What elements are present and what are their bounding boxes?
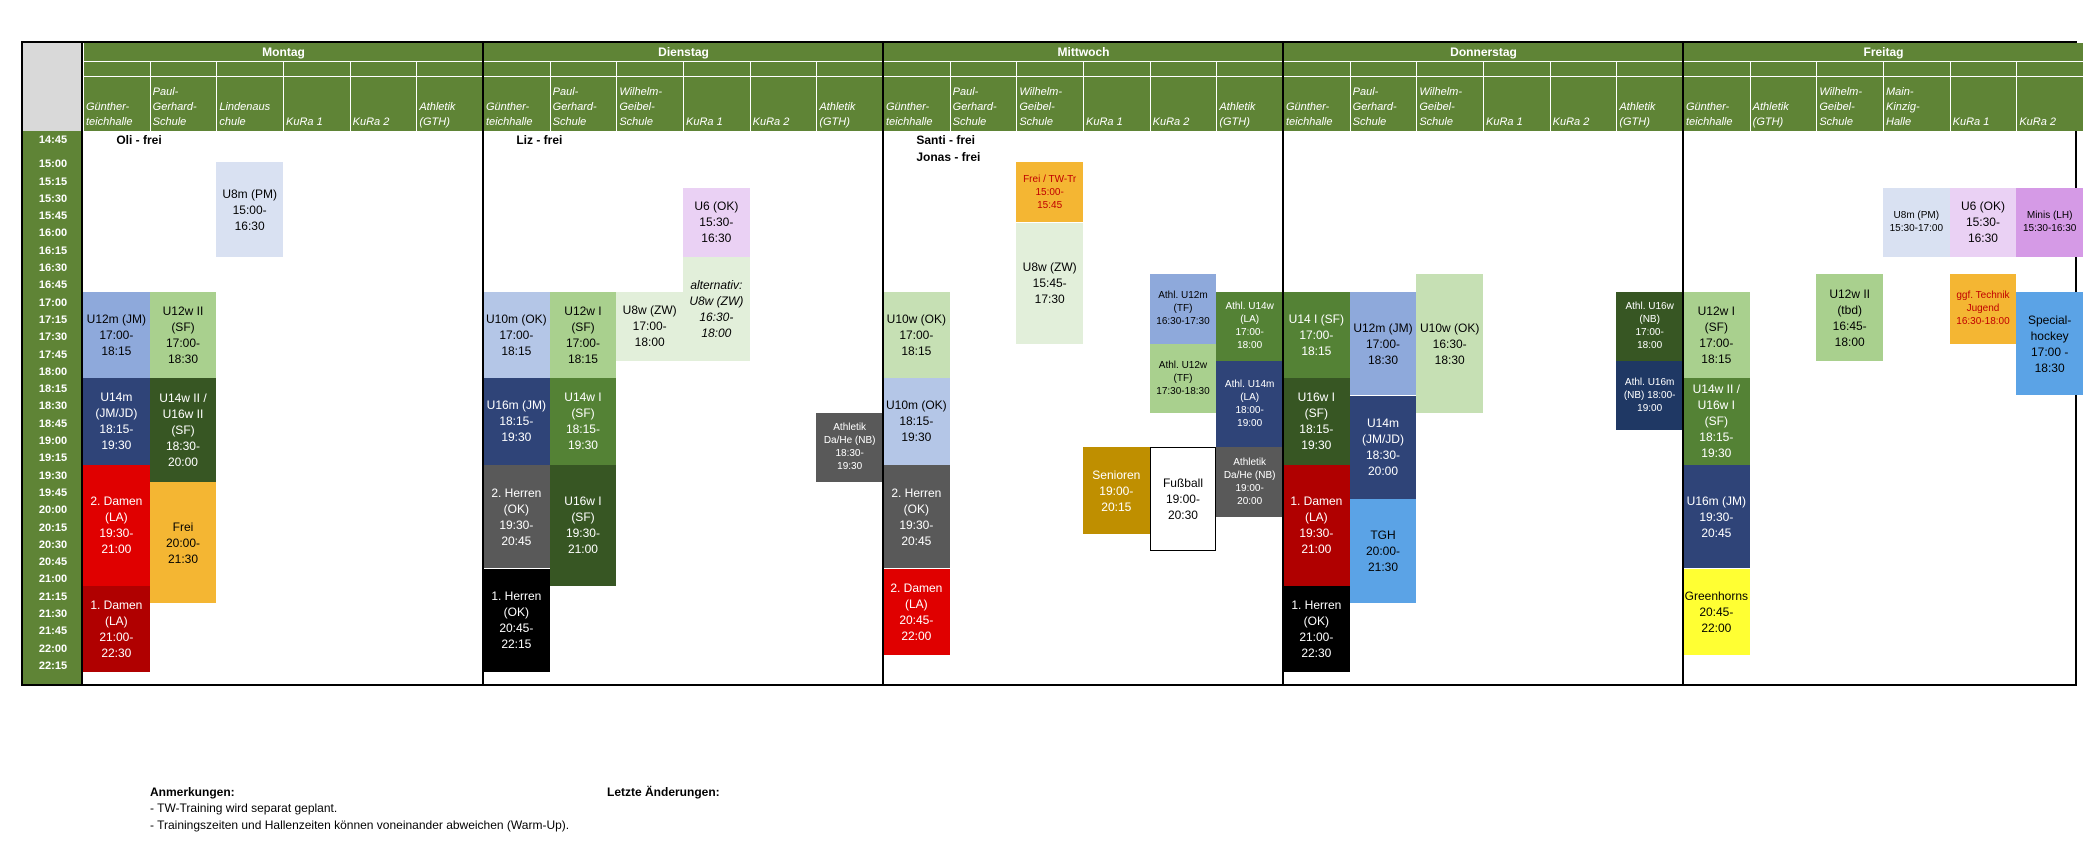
changes-label: Letzte Änderungen: xyxy=(607,785,720,799)
training-slot: U12w II (SF) 17:00- 18:30 xyxy=(150,292,217,379)
venue-header: Paul- Gerhard- Schule xyxy=(1350,61,1417,131)
venue-header: KuRa 1 xyxy=(1950,61,2017,131)
time-label: 15:15 xyxy=(38,175,68,188)
time-label: 22:00 xyxy=(38,642,68,655)
training-slot: U14w II / U16w I (SF) 18:15- 19:30 xyxy=(1683,378,1750,465)
venue-header: KuRa 2 xyxy=(1150,61,1217,131)
time-label: 16:45 xyxy=(38,279,68,292)
training-slot: U12w I (SF) 17:00- 18:15 xyxy=(550,292,617,379)
venue-header: Athletik (GTH) xyxy=(416,61,483,131)
venue-header: Günther- teichhalle xyxy=(1283,61,1350,131)
staff-note: Santi - frei xyxy=(916,133,976,147)
time-label: 19:00 xyxy=(38,435,68,448)
remarks-label: Anmerkungen: xyxy=(150,785,235,799)
venue-header: Wilhelm- Geibel- Schule xyxy=(1016,61,1083,131)
time-label: 16:30 xyxy=(38,262,68,275)
day-separator xyxy=(81,43,83,684)
training-slot: U16m (JM) 19:30- 20:45 xyxy=(1683,465,1750,569)
time-label: 15:45 xyxy=(38,210,68,223)
time-label: 16:00 xyxy=(38,227,68,240)
training-slot: 2. Damen (LA) 20:45- 22:00 xyxy=(883,569,950,656)
training-slot: Frei / TW-Tr 15:00- 15:45 xyxy=(1016,162,1083,223)
time-label: 21:30 xyxy=(38,608,68,621)
training-slot: U14m (JM/JD) 18:30- 20:00 xyxy=(1350,396,1417,500)
training-slot: U14w I (SF) 18:15- 19:30 xyxy=(550,378,617,465)
day-header-4: Donnerstag xyxy=(1283,43,1683,61)
remark-line-1: - TW-Training wird separat geplant. xyxy=(150,801,338,815)
time-label: 18:45 xyxy=(38,417,68,430)
time-label: 17:00 xyxy=(38,296,68,309)
time-label: 21:00 xyxy=(38,573,68,586)
venue-header: KuRa 1 xyxy=(283,61,350,131)
time-label: 18:00 xyxy=(38,365,68,378)
training-slot: U16m (JM) 18:15- 19:30 xyxy=(483,378,550,465)
training-slot: Greenhorns 20:45- 22:00 xyxy=(1683,569,1750,656)
time-label: 18:30 xyxy=(38,400,68,413)
venue-header: Main- Kinzig- Halle xyxy=(1883,61,1950,131)
training-slot: U16w I (SF) 19:30- 21:00 xyxy=(550,465,617,586)
training-slot: U12m (JM) 17:00- 18:15 xyxy=(83,292,150,379)
venue-header: Günther- teichhalle xyxy=(883,61,950,131)
training-slot: U10m (OK) 18:15- 19:30 xyxy=(883,378,950,465)
time-label: 20:30 xyxy=(38,538,68,551)
training-slot: U8m (PM) 15:30-17:00 xyxy=(1883,188,1950,257)
time-label: 19:30 xyxy=(38,469,68,482)
staff-note: Oli - frei xyxy=(116,133,162,147)
remark-line-2: - Trainingszeiten und Hallenzeiten können voneinander abweichen (Warm-Up). xyxy=(150,818,570,832)
training-slot: ggf. Technik Jugend 16:30-18:00 xyxy=(1950,274,2017,343)
venue-header: KuRa 2 xyxy=(2016,61,2083,131)
training-slot: U6 (OK) 15:30- 16:30 xyxy=(1950,188,2017,257)
time-label: 21:15 xyxy=(38,590,68,603)
training-slot: U10w (OK) 17:00- 18:15 xyxy=(883,292,950,379)
training-slot: Senioren 19:00- 20:15 xyxy=(1083,447,1150,534)
training-slot: U12w II (tbd) 16:45- 18:00 xyxy=(1816,274,1883,361)
venue-header: Günther- teichhalle xyxy=(83,61,150,131)
training-slot: U8m (PM) 15:00- 16:30 xyxy=(216,162,283,257)
day-separator xyxy=(882,43,884,684)
venue-header: Paul- Gerhard- Schule xyxy=(950,61,1017,131)
day-separator xyxy=(1282,43,1284,684)
training-slot: 2. Damen (LA) 19:30- 21:00 xyxy=(83,465,150,586)
training-slot: Athl. U14w (LA) 17:00- 18:00 xyxy=(1216,292,1283,361)
day-header-1: Montag xyxy=(83,43,483,61)
training-slot: U12m (JM) 17:00- 18:30 xyxy=(1350,292,1417,396)
training-slot: Special- hockey 17:00 - 18:30 xyxy=(2016,292,2083,396)
venue-header: Athletik (GTH) xyxy=(1750,61,1817,131)
venue-header: Athletik (GTH) xyxy=(1616,61,1683,131)
time-label: 16:15 xyxy=(38,244,68,257)
time-label: 15:00 xyxy=(38,158,68,171)
venue-header: KuRa 2 xyxy=(350,61,417,131)
training-schedule-grid xyxy=(21,41,2077,686)
day-header-5: Freitag xyxy=(1683,43,2083,61)
training-slot: alternativ: U8w (ZW) 16:30- 18:00 xyxy=(683,257,750,361)
training-slot: 1. Damen (LA) 21:00- 22:30 xyxy=(83,586,150,673)
day-header-3: Mittwoch xyxy=(883,43,1283,61)
venue-header: Günther- teichhalle xyxy=(483,61,550,131)
time-label: 14:45 xyxy=(38,134,68,146)
time-label: 17:15 xyxy=(38,313,68,326)
time-label: 19:45 xyxy=(38,486,68,499)
training-slot: Athl. U16m (NB) 18:00- 19:00 xyxy=(1616,361,1683,430)
venue-header: Athletik (GTH) xyxy=(1216,61,1283,131)
training-slot: Athletik Da/He (NB) 19:00- 20:00 xyxy=(1216,447,1283,516)
training-slot: Minis (LH) 15:30-16:30 xyxy=(2016,188,2083,257)
venue-header: Lindenaus chule xyxy=(216,61,283,131)
training-slot: Athletik Da/He (NB) 18:30- 19:30 xyxy=(816,413,883,482)
training-slot: U14m (JM/JD) 18:15- 19:30 xyxy=(83,378,150,465)
time-label: 22:15 xyxy=(38,659,68,672)
training-slot: U6 (OK) 15:30- 16:30 xyxy=(683,188,750,257)
training-slot: Fußball 19:00- 20:30 xyxy=(1150,447,1217,551)
time-label: 17:45 xyxy=(38,348,68,361)
time-label: 18:15 xyxy=(38,383,68,396)
time-label: 19:15 xyxy=(38,452,68,465)
training-slot: 2. Herren (OK) 19:30- 20:45 xyxy=(483,465,550,569)
time-label: 20:15 xyxy=(38,521,68,534)
venue-header: KuRa 2 xyxy=(750,61,817,131)
venue-header: KuRa 1 xyxy=(683,61,750,131)
training-slot: U14w II / U16w II (SF) 18:30- 20:00 xyxy=(150,378,217,482)
venue-header: Paul- Gerhard- Schule xyxy=(550,61,617,131)
training-slot: Frei 20:00- 21:30 xyxy=(150,482,217,603)
venue-header: Paul- Gerhard- Schule xyxy=(150,61,217,131)
venue-header: Günther- teichhalle xyxy=(1683,61,1750,131)
day-separator xyxy=(1682,43,1684,684)
training-slot: Athl. U12w (TF) 17:30-18:30 xyxy=(1150,344,1217,413)
training-slot: U12w I (SF) 17:00- 18:15 xyxy=(1683,292,1750,379)
training-slot: 1. Herren (OK) 20:45- 22:15 xyxy=(483,569,550,673)
time-label: 20:45 xyxy=(38,556,68,569)
venue-header: KuRa 1 xyxy=(1483,61,1550,131)
venue-header: Athletik (GTH) xyxy=(816,61,883,131)
venue-header: KuRa 1 xyxy=(1083,61,1150,131)
corner-cell xyxy=(23,43,83,131)
training-slot: 1. Herren (OK) 21:00- 22:30 xyxy=(1283,586,1350,673)
training-slot: TGH 20:00- 21:30 xyxy=(1350,499,1417,603)
training-slot: Athl. U14m (LA) 18:00- 19:00 xyxy=(1216,361,1283,448)
venue-header: Wilhelm- Geibel- Schule xyxy=(1416,61,1483,131)
training-slot: U8w (ZW) 15:45- 17:30 xyxy=(1016,223,1083,344)
staff-note: Liz - frei xyxy=(516,133,563,147)
time-label: 20:00 xyxy=(38,504,68,517)
training-slot: Athl. U12m (TF) 16:30-17:30 xyxy=(1150,274,1217,343)
training-slot: 2. Herren (OK) 19:30- 20:45 xyxy=(883,465,950,569)
training-slot: 1. Damen (LA) 19:30- 21:00 xyxy=(1283,465,1350,586)
training-slot: U10m (OK) 17:00- 18:15 xyxy=(483,292,550,379)
training-slot: U16w I (SF) 18:15- 19:30 xyxy=(1283,378,1350,465)
time-label: 15:30 xyxy=(38,192,68,205)
training-slot: U10w (OK) 16:30- 18:30 xyxy=(1416,274,1483,412)
venue-header: Wilhelm- Geibel- Schule xyxy=(616,61,683,131)
venue-header: KuRa 2 xyxy=(1550,61,1617,131)
day-header-2: Dienstag xyxy=(483,43,883,61)
venue-header: Wilhelm- Geibel- Schule xyxy=(1816,61,1883,131)
staff-note: Jonas - frei xyxy=(916,150,981,164)
day-separator xyxy=(482,43,484,684)
time-label: 21:45 xyxy=(38,625,68,638)
training-slot: U8w (ZW) 17:00- 18:00 xyxy=(616,292,683,361)
training-slot: U14 I (SF) 17:00- 18:15 xyxy=(1283,292,1350,379)
training-slot: Athl. U16w (NB) 17:00- 18:00 xyxy=(1616,292,1683,361)
time-label: 17:30 xyxy=(38,331,68,344)
